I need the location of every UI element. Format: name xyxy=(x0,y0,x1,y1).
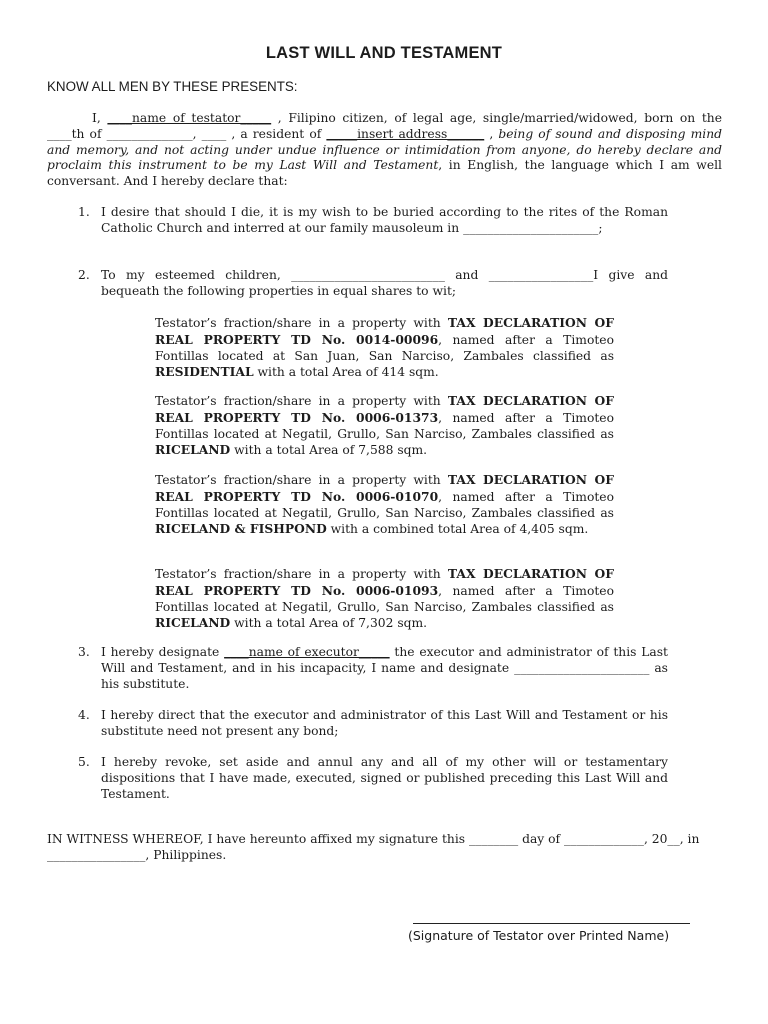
item-number: 4. xyxy=(78,708,90,722)
salutation: KNOW ALL MEN BY THESE PRESENTS: xyxy=(47,79,298,94)
list-item-bond: I hereby direct that the executor and administrator of this Last Will and Testament or his substitute need not present any bond; xyxy=(101,708,668,738)
list-item-bequest: To my esteemed children, _________________________ and _________________I give and bequeath the following properties in equal shares to wit; xyxy=(101,268,668,298)
property-paragraph: Testator’s fraction/share in a property with TAX DECLARATION OF REAL PROPERTY TD No. 0006-01093, named after a Timoteo Fontillas located at Negatil, Grullo, San Narciso, Zambales classified as RICELAND with a total Area of 7,302 sqm. xyxy=(155,566,614,631)
list-item-burial: I desire that should I die, it is my wish to be buried according to the rites of the Roman Catholic Church and interred at our family mausoleum in ______________________; xyxy=(101,205,668,235)
property-classification: RICELAND & FISHPOND xyxy=(155,521,327,537)
property-classification: RICELAND xyxy=(155,442,231,458)
intro-text-4: , in English, the language which I am well conversant. And I hereby declare that: xyxy=(47,158,722,189)
intro-text-2: , Filipino citizen, of legal age, single/married/widowed, born on the ____th of ______________, ____ , a resident of xyxy=(47,111,722,141)
property-paragraph: Testator’s fraction/share in a property with TAX DECLARATION OF REAL PROPERTY TD No. 0014-00096, named after a Timoteo Fontillas located at San Juan, San Narciso, Zambales classified as RESIDENTIAL with a total Area of 414 sqm. xyxy=(155,315,614,380)
item-number: 5. xyxy=(78,755,90,769)
testator-name-blank: ____name of testator_____ xyxy=(107,111,272,125)
tax-declaration: TAX DECLARATION OF REAL PROPERTY TD No. 0014-00096 xyxy=(155,315,614,347)
executor-name-blank: ____name of executor_____ xyxy=(224,645,390,659)
property-classification: RICELAND xyxy=(155,615,231,631)
intro-text-1: I, xyxy=(92,111,108,125)
document-title: LAST WILL AND TESTAMENT xyxy=(265,44,503,62)
item-number: 2. xyxy=(78,268,90,282)
intro-text-3: , xyxy=(484,126,499,141)
list-item-revocation: I hereby revoke, set aside and annul any and all of my other will or testamentary dispositions that I have made, executed, signed or published preceding this Last Will and Testament. xyxy=(101,755,668,801)
tax-declaration: TAX DECLARATION OF REAL PROPERTY TD No. 0006-01070 xyxy=(155,472,614,504)
property-paragraph: Testator’s fraction/share in a property with TAX DECLARATION OF REAL PROPERTY TD No. 0006-01373, named after a Timoteo Fontillas located at Negatil, Grullo, San Narciso, Zambales classified as RICELAND with a total Area of 7,588 sqm. xyxy=(155,393,614,458)
address-blank: _____insert address______ xyxy=(326,126,485,141)
witness-clause: IN WITNESS WHEREOF, I have hereunto affixed my signature this ________ day of _____________, 20__, in ________________, Philippines. xyxy=(47,832,700,862)
signature-label: (Signature of Testator over Printed Name) xyxy=(408,928,670,943)
property-classification: RESIDENTIAL xyxy=(155,364,254,380)
property-paragraph: Testator’s fraction/share in a property with TAX DECLARATION OF REAL PROPERTY TD No. 0006-01070, named after a Timoteo Fontillas located at Negatil, Grullo, San Narciso, Zambales classified as RICELAND & FISHPOND with a combined total Area of 4,405 sqm. xyxy=(155,472,614,537)
intro-paragraph xyxy=(47,111,722,190)
tax-declaration: TAX DECLARATION OF REAL PROPERTY TD No. 0006-01093 xyxy=(155,566,614,598)
item-number: 1. xyxy=(78,205,90,219)
list-item-executor: I hereby designate ____name of executor_____ the executor and administrator of this Last Will and Testament, and in his incapacity, I name and designate ______________________ as his substitute. xyxy=(101,645,668,691)
item-number: 3. xyxy=(78,645,90,659)
tax-declaration: TAX DECLARATION OF REAL PROPERTY TD No. 0006-01373 xyxy=(155,393,614,425)
intro-italic-text: being of sound and disposing mind and memory, and not acting under undue influence or intimidation from anyone, do hereby declare and proclaim this instrument to be my Last Will and Testament xyxy=(47,126,722,173)
signature-line xyxy=(413,923,690,924)
